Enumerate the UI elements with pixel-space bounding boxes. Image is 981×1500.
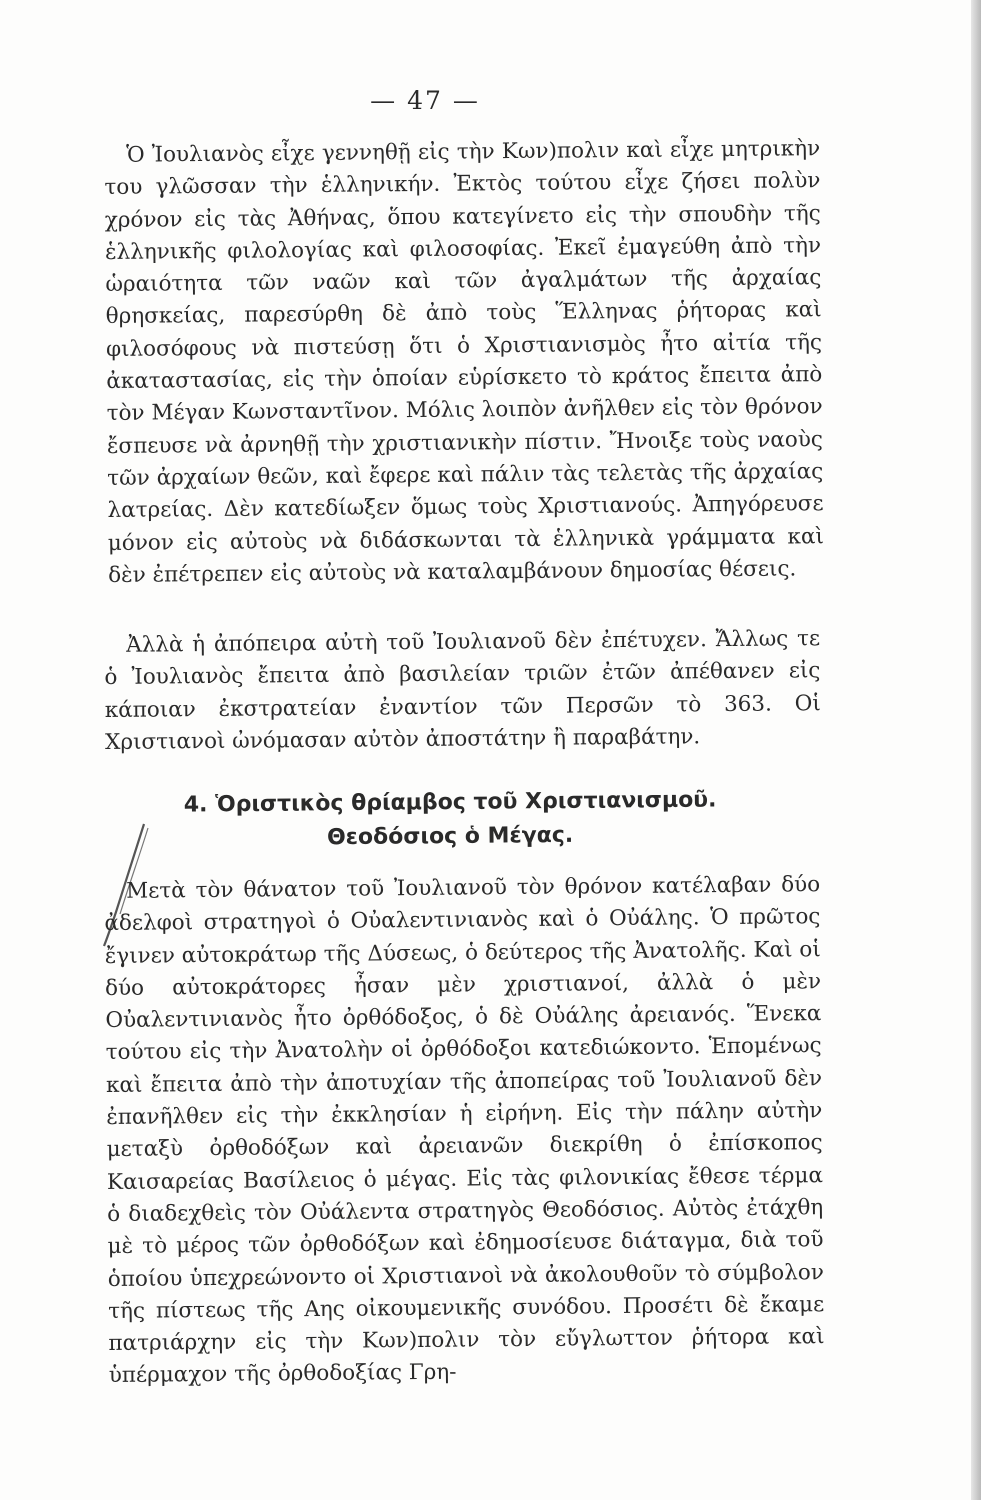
page-spine-shadow [971, 0, 981, 1500]
section-heading-subtitle: Θεοδόσιος ὁ Μέγας. [326, 822, 574, 851]
paragraph-julian-death: Ἀλλὰ ἡ ἀπόπειρα αὐτὴ τοῦ Ἰουλιανοῦ δὲν ἐπέτυχεν. Ἄλλως τε ὁ Ἰουλιανὸς ἔπειτα ἀπὸ βασιλείαν τριῶν ἐτῶν ἀπέθανεν εἰς κάποιαν ἐκστρατείαν ἐναντίον τῶν Περσῶν τὸ 363. Οἱ Χριστιανοὶ ὠνόμασαν αὐτὸν ἀποστάτην ἢ παραβάτην. [104, 626, 821, 755]
paragraph-julian-upbringing: Ὁ Ἰουλιανὸς εἶχε γεννηθῇ εἰς τὴν Κων)πολιν καὶ εἶχε μητρικὴν του γλῶσσαν τὴν ἑλληνικήν. Ἐκτὸς τούτου εἶχε ζήσει πολὺν χρόνον εἰς τὰς Ἀθήνας, ὅπου κατεγίνετο εἰς τὴν σπουδὴν τῆς ἑλληνικῆς φιλολογίας καὶ φιλοσοφίας. Ἐκεῖ ἐμαγεύθη ἀπὸ τὴν ὡραιότητα τῶν ναῶν καὶ τῶν ἀγαλμάτων τῆς ἀρχαίας θρησκείας, παρεσύρθη δὲ ἀπὸ τοὺς Ἕλληνας ῥήτορας καὶ φιλοσόφους νὰ πιστεύσῃ ὅτι ὁ Χριστιανισμὸς ἦτο αἰτία τῆς ἀκαταστασίας, εἰς τὴν ὁποίαν εὑρίσκετο τὸ κράτος ἔπειτα ἀπὸ τὸν Μέγαν Κωνσταντῖνον. Μόλις λοιπὸν ἀνῆλθεν εἰς τὸν θρόνον ἔσπευσε νὰ ἀρνηθῇ τὴν χριστιανικὴν πίστιν. Ἤνοιξε τοὺς ναοὺς τῶν ἀρχαίων θεῶν, καὶ ἔφερε καὶ πάλιν τὰς τελετὰς τῆς ἀρχαίας λατρείας. Δὲν κατεδίωξεν ὅμως τοὺς Χριστιανούς. Ἀπηγόρευσε μόνον εἰς αὐτοὺς νὰ διδάσκωνται τὰ ἑλληνικὰ γράμματα καὶ δὲν ἐπέτρεπεν εἰς αὐτοὺς νὰ καταλαμβάνουν δημοσίας θέσεις. [104, 136, 824, 588]
page-number: — 47 — [370, 86, 480, 115]
section-heading-title: 4. Ὁριστικὸς θρίαμβος τοῦ Χριστιανισμοῦ. [183, 787, 717, 818]
paragraph-theodosius: Μετὰ τὸν θάνατον τοῦ Ἰουλιανοῦ τὸν θρόνον κατέλαβαν δύο ἀδελφοὶ στρατηγοὶ ὁ Οὐαλεντινιανὸς καὶ ὁ Οὐάλης. Ὁ πρῶτος ἔγινεν αὐτοκράτωρ τῆς Δύσεως, ὁ δεύτερος τῆς Ἀνατολῆς. Καὶ οἱ δύο αὐτοκράτορες ἦσαν μὲν χριστιανοί, ἀλλὰ ὁ μὲν Οὐαλεντινιανὸς ἦτο ὀρθόδοξος, ὁ δὲ Οὐάλης ἀρειανός. Ἕνεκα τούτου εἰς τὴν Ἀνατολὴν οἱ ὀρθόδοξοι κατεδιώκοντο. Ἑπομένως καὶ ἔπειτα ἀπὸ τὴν ἀποτυχίαν τῆς ἀποπείρας τοῦ Ἰουλιανοῦ δὲν ἐπανῆλθεν εἰς τὴν ἐκκλησίαν ἡ εἰρήνη. Εἰς τὴν πάλην αὐτὴν μεταξὺ ὀρθοδόξων καὶ ἀρειανῶν διεκρίθη ὁ ἐπίσκοπος Καισαρείας Βασίλειος ὁ μέγας. Εἰς τὰς φιλονικίας ἔθεσε τέρμα ὁ διαδεχθεὶς τὸν Οὐάλεντα στρατηγὸς Θεοδόσιος. Αὐτὸς ἐτάχθη μὲ τὸ μέρος τῶν ὀρθοδόξων καὶ ἐδημοσίευσε διάταγμα, διὰ τοῦ ὁποίου ὑπεχρεώνοντο οἱ Χριστιανοὶ νὰ ἀκολουθοῦν τὸ σύμβολον τῆς πίστεως τῆς Αης οἰκουμενικῆς συνόδου. Προσέτι δὲ ἔκαμε πατριάρχην εἰς τὴν Κων)πολιν τὸν εὔγλωττον ῥήτορα καὶ ὑπέρμαχον τῆς ὀρθοδοξίας Γρη- [104, 872, 825, 1389]
